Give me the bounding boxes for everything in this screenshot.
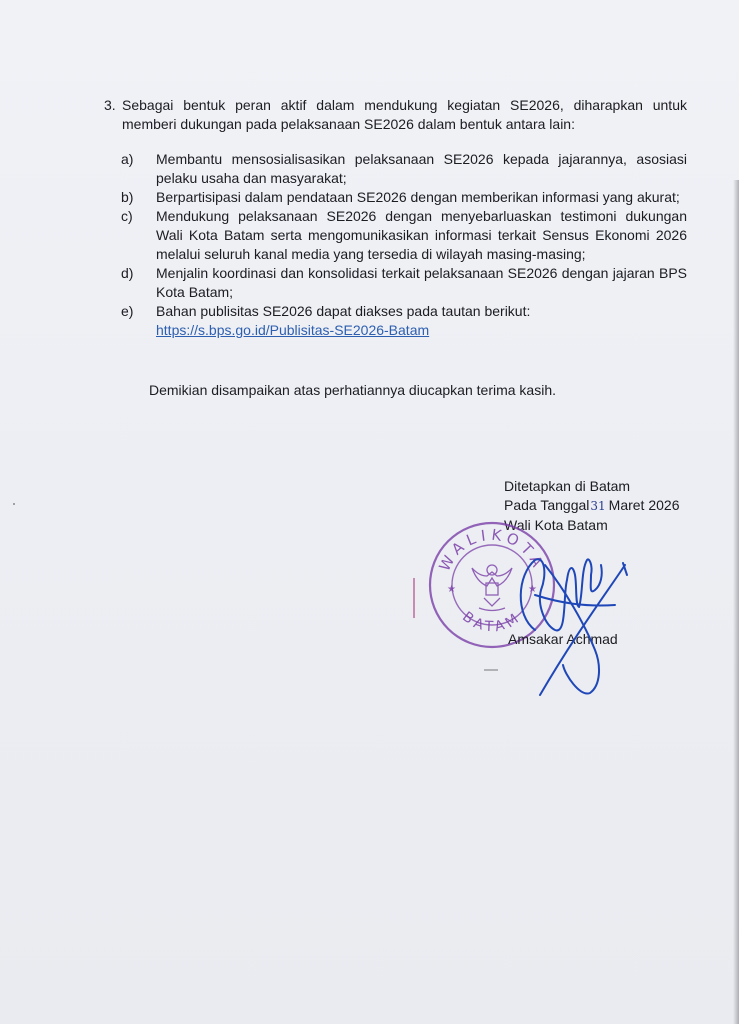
point-3 [104, 96, 687, 134]
item-text: Membantu mensosialisasikan pelaksanaan SE2026 kepada jajarannya, asosiasi pelaku usaha dan masyarakat; [156, 151, 687, 186]
item-label: a) [121, 151, 134, 167]
publisitas-link[interactable]: https://s.bps.go.id/Publisitas-SE2026-Batam [156, 322, 430, 338]
date-rest: Maret 2026 [608, 497, 680, 513]
star-icon: ★ [528, 584, 537, 595]
list-item-b [121, 188, 687, 207]
handwritten-signature [505, 535, 635, 700]
list-item-c [121, 207, 687, 264]
signature-title: Wali Kota Batam [504, 517, 608, 533]
point-3-text: Sebagai bentuk peran aktif dalam mendukung kegiatan SE2026, diharapkan untuk memberi dukungan pada pelaksanaan SE2026 dalam bentuk antara lain: [122, 97, 687, 132]
ink-mark [484, 669, 498, 671]
list-item-e [121, 302, 687, 340]
stamp-top-text: WALIKOTA [435, 525, 549, 575]
item-label: d) [121, 265, 134, 281]
list-item-a [121, 150, 687, 188]
item-text: Berpartisipasi dalam pendataan SE2026 dengan memberikan informasi yang akurat; [156, 189, 680, 205]
item-label: c) [121, 208, 133, 224]
stamp-mark [413, 578, 415, 618]
item-text: Bahan publisitas SE2026 dapat diakses pada tautan berikut: [156, 303, 531, 319]
point-3-number: 3. [104, 97, 116, 113]
item-label: e) [121, 303, 134, 319]
date-prefix: Pada Tanggal [504, 497, 590, 513]
signature-date [504, 496, 704, 516]
item-text: Mendukung pelaksanaan SE2026 dengan menyebarluaskan testimoni dukungan Wali Kota Batam serta mengomunikasikan informasi terkait Sensus Ekonomi 2026 melalui seluruh kanal media yang tersedia di wilayah masing-masing; [156, 208, 687, 262]
item-text: Menjalin koordinasi dan konsolidasi terkait pelaksanaan SE2026 dengan jajaran BPS Kota Batam; [156, 265, 687, 300]
item-list [121, 150, 687, 340]
signature-place: Ditetapkan di Batam [504, 478, 631, 494]
star-icon: ★ [447, 584, 456, 595]
list-item-d [121, 264, 687, 302]
stamp-bottom-text: BATAM [459, 608, 525, 636]
date-day-handwritten: 31 [590, 499, 606, 513]
item-label: b) [121, 189, 134, 205]
signatory-name: Amsakar Achmad [508, 631, 618, 647]
closing-sentence: Demikian disampaikan atas perhatiannya diucapkan terima kasih. [149, 382, 556, 398]
